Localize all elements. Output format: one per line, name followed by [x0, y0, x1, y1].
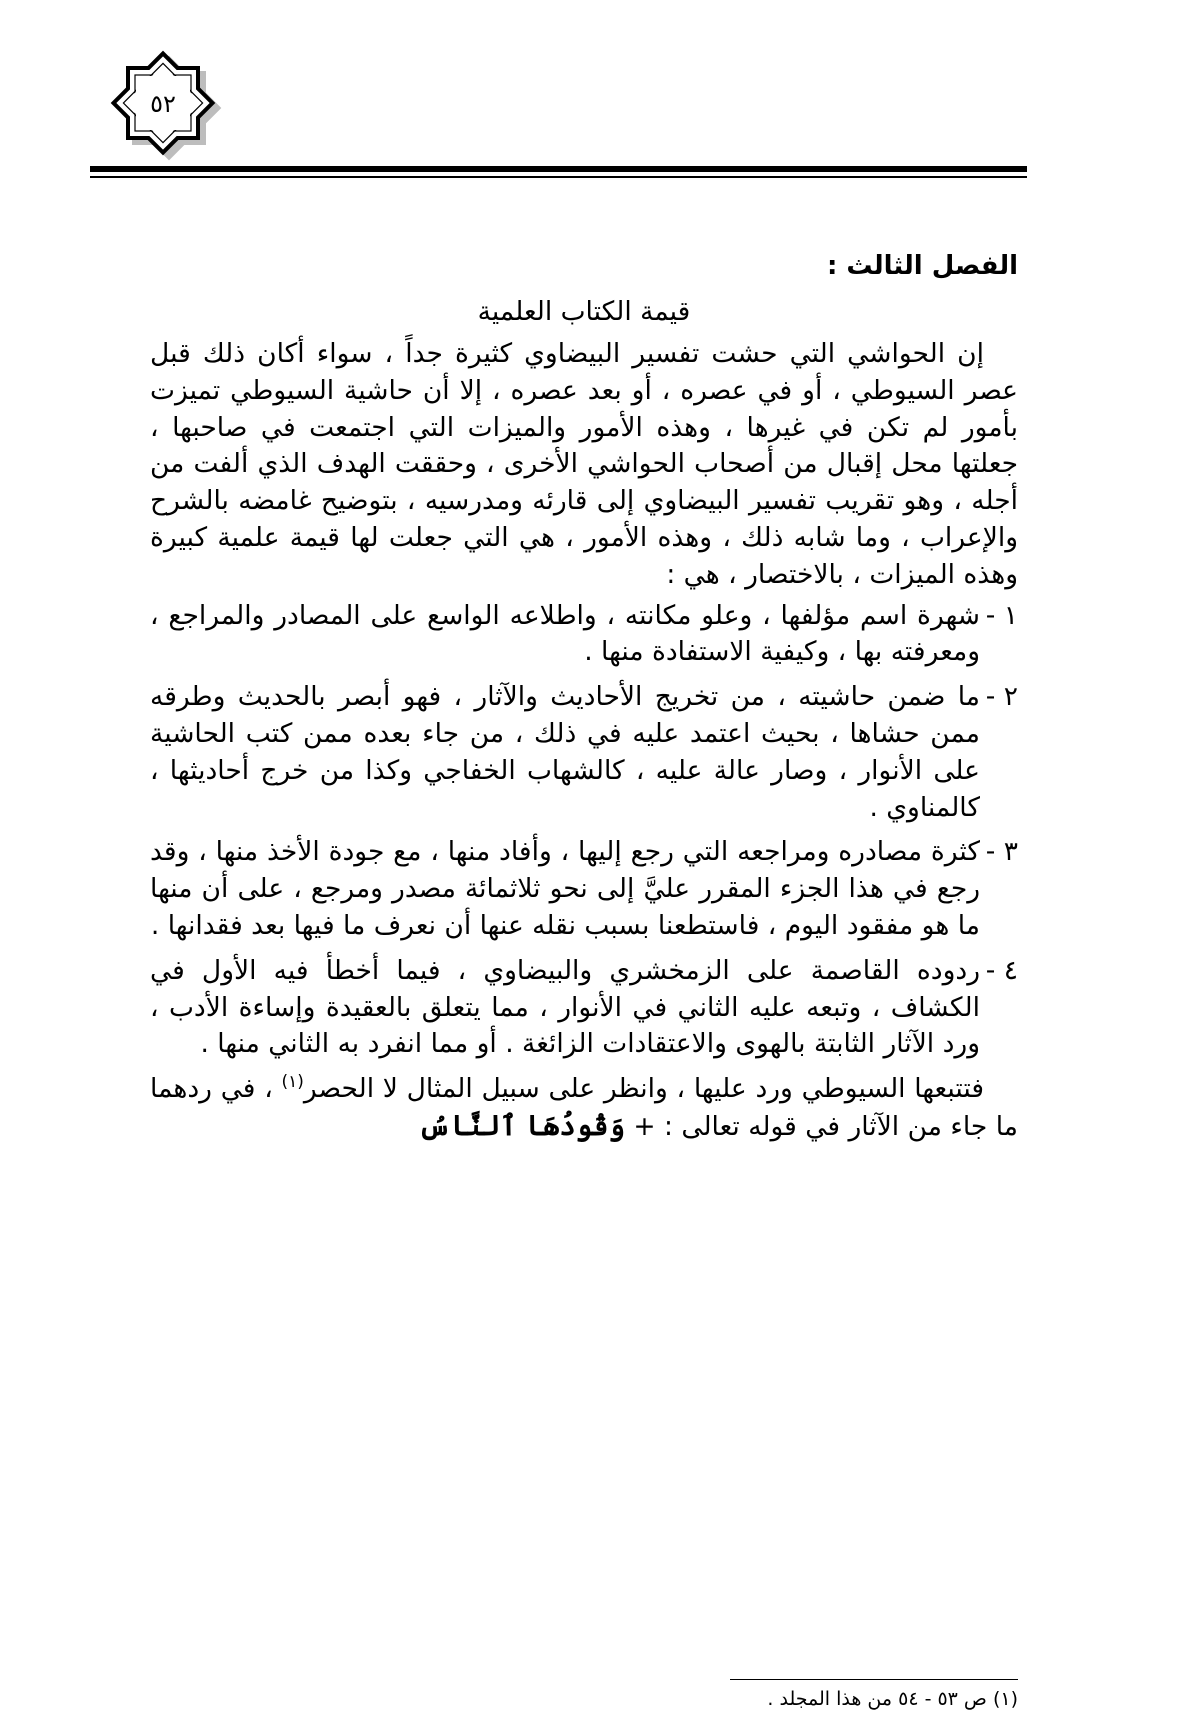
section-title: قيمة الكتاب العلمية [477, 296, 691, 327]
closing-text-end: ، في ردهما ما جاء من الآثار في قوله تعالى : + [150, 1073, 1018, 1142]
list-item-text: ما ضمن حاشيته ، من تخريج الأحاديث والآثار ، فهو أبصر بالحديث وطرقه ممن حشاها ، بحيث اعتمد عليه في ذلك ، من جاء بعده ممن كتب الحاشية على الأنوار ، وصار عالة عليه ، كالشهاب الخفاجي وكذا من خرج أحاديثها ، كالمناوي . [150, 681, 980, 823]
list-item-number: ٢ - [985, 681, 1018, 713]
list-item [150, 598, 1018, 672]
list-item-number: ٣ - [985, 836, 1018, 868]
quran-verse: وَقُودُهَا ٱلنَّاسُ [418, 1108, 625, 1142]
footnote-separator [730, 1679, 1018, 1680]
list-item [150, 679, 1018, 826]
list-item-text: ردوده القاصمة على الزمخشري والبيضاوي ، فيما أخطأ فيه الأول في الكشاف ، وتبعه عليه الثاني في الأنوار ، مما يتعلق بالعقيدة وإساءة الأدب ، ورد الآثار الثابتة بالهوى والاعتقادات الزائغة . أو مما انفرد به الثاني منها . [150, 954, 980, 1060]
closing-paragraph [150, 1071, 1018, 1146]
list-item-text: كثرة مصادره ومراجعه التي رجع إليها ، وأفاد منها ، مع جودة الأخذ منها ، وقد رجع في هذا الجزء المقرر عليَّ إلى نحو ثلاثمائة مصدر ومرجع ، على أن منها ما هو مفقود اليوم ، فاستطعنا بسبب نقله عنها أن نعرف ما فيها بعد فقدانها . [150, 836, 980, 941]
list-item-number: ١ - [985, 599, 1018, 631]
page-number: ٥٢ [150, 90, 176, 118]
list-item-number: ٤ - [985, 954, 1018, 986]
header-rule-thick [90, 166, 1027, 172]
header-rule-thin [90, 176, 1027, 178]
page-body [150, 248, 1018, 1146]
list-item-text: شهرة اسم مؤلفها ، وعلو مكانته ، واطلاعه الواسع على المصادر والمراجع ، ومعرفته بها ، وكيفية الاستفادة منها . [150, 599, 980, 668]
footnote-reference: (١) [281, 1072, 304, 1093]
features-list [150, 598, 1018, 1064]
intro-paragraph: إن الحواشي التي حشت تفسير البيضاوي كثيرة جداً ، سواء أكان ذلك قبل عصر السيوطي ، أو في عصره ، أو بعد عصره ، إلا أن حاشية السيوطي تميزت بأمور لم تكن في غيرها ، وهذه الأمور والميزات التي اجتمعت في صاحبها ، جعلتها محل إقبال من أصحاب الحواشي الأخرى ، وحققت الهدف الذي ألفت من أجله ، وهو تقريب تفسير البيضاوي إلى قارئه ومدرسيه ، بتوضيح غامضه بالشرح والإعراب ، وما شابه ذلك ، وهذه الأمور ، هي التي جعلت لها قيمة علمية كبيرة وهذه الميزات ، بالاختصار ، هي : [150, 338, 1018, 590]
chapter-heading: الفصل الثالث : [826, 251, 1018, 281]
page-number-badge [102, 48, 232, 166]
closing-text-start: فتتبعها السيوطي ورد عليها ، وانظر على سبيل المثال لا الحصر [303, 1073, 984, 1105]
footnote: (١) ص ٥٣ - ٥٤ من هذا المجلد . [767, 1688, 1018, 1710]
list-item [150, 953, 1018, 1063]
list-item [150, 834, 1018, 944]
